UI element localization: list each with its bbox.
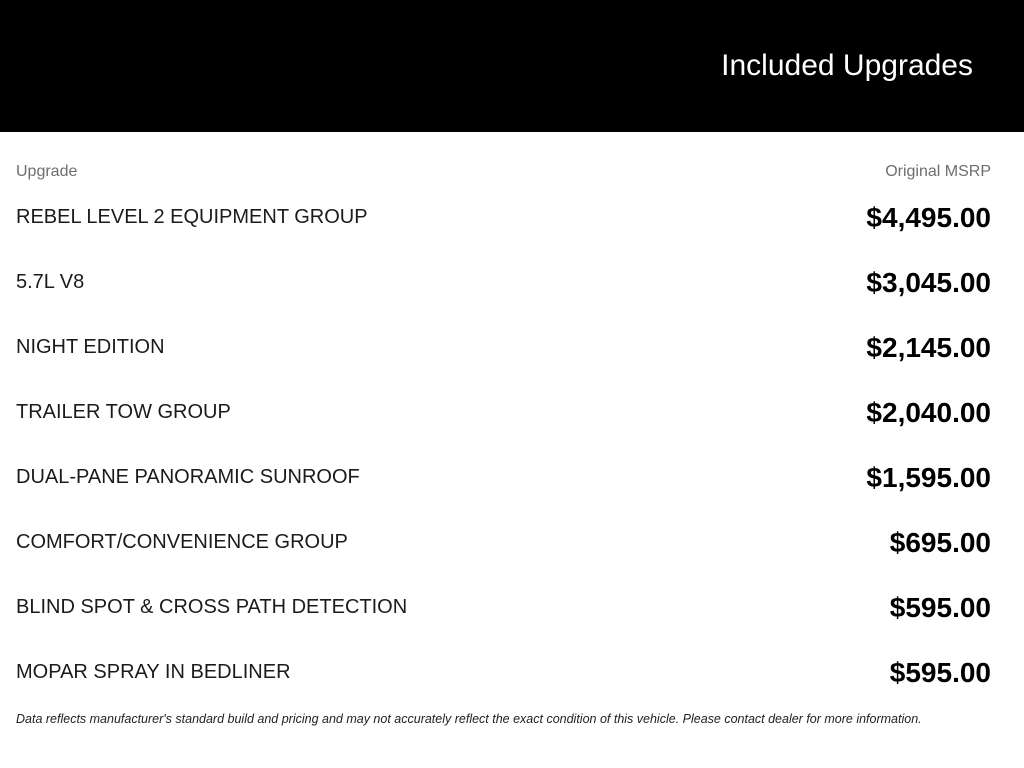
- upgrade-price: $595.00: [889, 656, 991, 688]
- upgrade-name: BLIND SPOT & CROSS PATH DETECTION: [16, 596, 408, 618]
- upgrade-price: $2,145.00: [866, 331, 991, 363]
- table-row: [16, 315, 991, 380]
- upgrade-price: $4,495.00: [866, 201, 991, 233]
- upgrade-name: NIGHT EDITION: [16, 336, 165, 358]
- upgrade-price: $595.00: [889, 591, 991, 623]
- upgrade-name: 5.7L V8: [16, 271, 85, 293]
- upgrade-name: REBEL LEVEL 2 EQUIPMENT GROUP: [16, 206, 368, 228]
- upgrade-price: $1,595.00: [866, 461, 991, 493]
- column-header-msrp: Original MSRP: [885, 163, 991, 180]
- table-row: [16, 640, 991, 705]
- page-header: [0, 0, 1024, 132]
- disclaimer-text: Data reflects manufacturer's standard build and pricing and may not accurately reflect the exact condition of this vehicle. Please contact dealer for more information.: [16, 712, 922, 726]
- page-title: Included Upgrades: [721, 49, 973, 82]
- upgrades-table: [0, 132, 1024, 727]
- upgrade-name: DUAL-PANE PANORAMIC SUNROOF: [16, 466, 360, 488]
- table-row: [16, 250, 991, 315]
- upgrade-name: MOPAR SPRAY IN BEDLINER: [16, 661, 291, 683]
- upgrade-price: $2,040.00: [866, 396, 991, 428]
- table-column-headers: [16, 132, 991, 181]
- upgrade-name: COMFORT/CONVENIENCE GROUP: [16, 531, 348, 553]
- table-row: [16, 185, 991, 250]
- table-row: [16, 445, 991, 510]
- upgrades-list: [16, 185, 991, 705]
- table-row: [16, 575, 991, 640]
- table-row: [16, 380, 991, 445]
- upgrade-price: $3,045.00: [866, 266, 991, 298]
- upgrade-price: $695.00: [889, 526, 991, 558]
- upgrade-name: TRAILER TOW GROUP: [16, 401, 231, 423]
- table-row: [16, 510, 991, 575]
- column-header-upgrade: Upgrade: [16, 163, 78, 180]
